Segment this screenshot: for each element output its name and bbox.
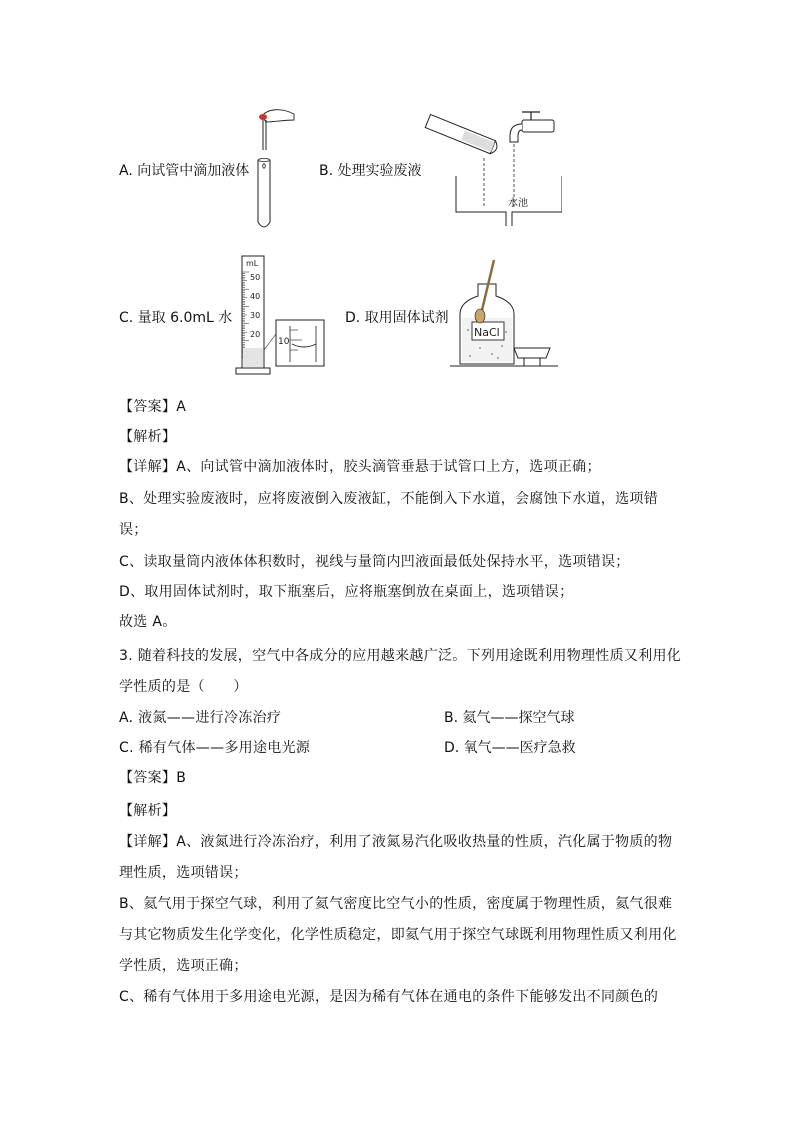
cylinder-unit: mL: [246, 259, 259, 268]
q3-stem-cont: 学性质的是（ ）: [119, 679, 248, 695]
q2-conclusion: 故选 A。: [119, 614, 177, 630]
q2-analysis-heading: 【解析】: [119, 429, 177, 445]
q2-detail-a: 【详解】A、向试管中滴加液体时，胶头滴管垂悬于试管口上方，选项正确；: [119, 459, 601, 475]
q3-option-a: A. 液氮——进行冷冻治疗: [119, 710, 282, 726]
cylinder-tick-label: 30: [250, 311, 261, 320]
option-d-label: D. 取用固体试剂: [345, 310, 449, 326]
q2-answer: 【答案】A: [119, 399, 187, 415]
q2-detail-b-cont: 误；: [119, 522, 148, 538]
option-c-label: C. 量取 6.0mL 水: [119, 310, 233, 326]
waste-liquid-sink-figure: [422, 108, 562, 228]
q3-detail-b-cont2: 学性质，选项正确；: [119, 958, 248, 974]
q3-detail-a-cont: 理性质，选项错误；: [119, 865, 248, 881]
inset-tick-label: 10: [278, 337, 290, 347]
q3-detail-c: C、稀有气体用于多用途电光源，是因为稀有气体在通电的条件下能够发出不同颜色的: [119, 989, 659, 1005]
q3-detail-b-cont: 与其它物质发生化学变化，化学性质稳定，即氦气用于探空气球既利用物理性质又利用化: [119, 927, 677, 943]
q3-option-b: B. 氦气——探空气球: [444, 710, 575, 726]
option-a-label: A. 向试管中滴加液体: [119, 163, 250, 179]
cylinder-tick-label: 20: [250, 330, 261, 339]
reagent-bottle-spoon-figure: [450, 258, 560, 370]
q3-option-c: C. 稀有气体——多用途电光源: [119, 740, 311, 756]
q3-answer: 【答案】B: [119, 770, 187, 786]
q3-option-d: D. 氧气——医疗急救: [444, 740, 576, 756]
cylinder-tick-label: 50: [250, 273, 261, 282]
bottle-label: NaCl: [474, 326, 500, 339]
q2-detail-d: D、取用固体试剂时，取下瓶塞后，应将瓶塞倒放在桌面上，选项错误；: [119, 584, 574, 600]
sink-label: 水池: [508, 198, 528, 209]
option-b-label: B. 处理实验废液: [319, 163, 422, 179]
q3-analysis-heading: 【解析】: [119, 803, 177, 819]
q3-detail-a: 【详解】A、液氮进行冷冻治疗，利用了液氮易汽化吸收热量的性质，汽化属于物质的物: [119, 834, 673, 850]
dropper-test-tube-figure: [248, 104, 298, 232]
cylinder-tick-label: 40: [250, 292, 261, 301]
graduated-cylinder-figure: [232, 250, 327, 378]
q2-detail-b: B、处理实验废液时，应将废液倒入废液缸，不能倒入下水道，会腐蚀下水道，选项错: [119, 491, 659, 507]
q3-stem: 3. 随着科技的发展，空气中各成分的应用越来越广泛。下列用途既利用物理性质又利用化: [119, 648, 682, 664]
q3-detail-b: B、氦气用于探空气球，利用了氦气密度比空气小的性质，密度属于物理性质，氦气很难: [119, 896, 673, 912]
q2-detail-c: C、读取量筒内液体体积数时，视线与量筒内凹液面最低处保持水平，选项错误；: [119, 554, 630, 570]
